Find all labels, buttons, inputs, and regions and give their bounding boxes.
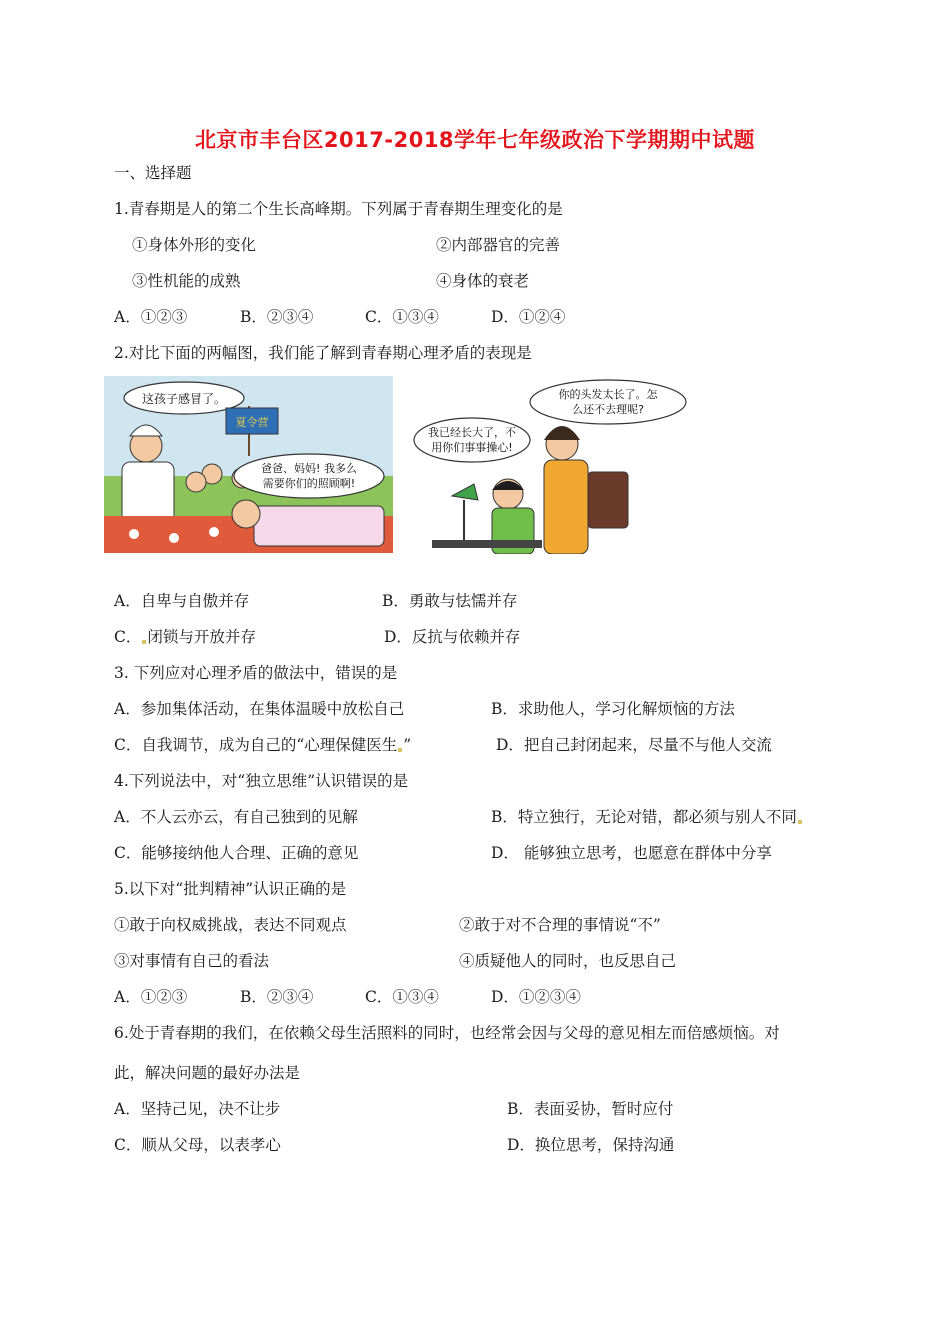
q2-option-c-prefix: C． (114, 628, 142, 646)
q5-statement-4: ④质疑他人的同时，也反思自己 (459, 952, 677, 970)
q2-option-a: A．自卑与自傲并存 (114, 592, 250, 610)
q1-option-b: B．②③④ (240, 308, 314, 326)
q3-option-b: B．求助他人，学习化解烦恼的方法 (491, 700, 735, 718)
q2-stem: 2.对比下面的两幅图，我们能了解到青春期心理矛盾的表现是 (114, 344, 532, 362)
q6-stem-line1: 6.处于青春期的我们，在依赖父母生活照料的同时，也经常会因与父母的意见相左而倍感烦恼。对 (114, 1024, 780, 1042)
q5-statement-2: ②敢于对不合理的事情说“不” (459, 916, 661, 934)
q5-option-c: C．①③④ (365, 988, 439, 1006)
q1-stem: 1.青春期是人的第二个生长高峰期。下列属于青春期生理变化的是 (114, 200, 563, 218)
q3-option-c (114, 735, 411, 755)
q1-statement-4: ④身体的衰老 (436, 272, 530, 290)
q5-statement-1: ①敢于向权威挑战，表达不同观点 (114, 916, 347, 934)
q5-statement-3: ③对事情有自己的看法 (114, 952, 270, 970)
q6-option-a: A．坚持己见，决不让步 (114, 1100, 281, 1118)
q6-option-d: D．换位思考，保持沟通 (507, 1136, 675, 1154)
cartoon1-bubble-2-line2: 需要你们的照顾啊! (262, 477, 356, 490)
q5-option-a: A．①②③ (114, 988, 188, 1006)
cartoon1-bubble-1: 这孩子感冒了。 (141, 392, 227, 406)
q3-option-d: D．把自己封闭起来，尽量不与他人交流 (496, 736, 772, 754)
cartoon1-sign: 夏令营 (235, 416, 269, 429)
q5-stem: 5.以下对“批判精神”认识正确的是 (114, 880, 347, 898)
q3-option-c-text: C．自我调节，成为自己的“心理保健医生 (114, 736, 398, 754)
q3-stem: 3. 下列应对心理矛盾的做法中，错误的是 (114, 664, 398, 682)
q1-option-d: D．①②④ (491, 308, 566, 326)
q1-statement-3: ③性机能的成熟 (132, 272, 241, 290)
q4-stem: 4.下列说法中，对“独立思维”认识错误的是 (114, 772, 409, 790)
cartoon2-bubble-2-line2: 用你们事事操心! (431, 441, 513, 454)
cartoon2-bubble-2-line1: 我已经长大了，不 (428, 426, 516, 439)
q3-option-c-end: ” (403, 736, 412, 754)
q5-option-b: B．②③④ (240, 988, 314, 1006)
q1-option-a: A．①②③ (114, 308, 188, 326)
q6-stem-line2: 此，解决问题的最好办法是 (114, 1064, 301, 1082)
q1-option-c: C．①③④ (365, 308, 439, 326)
q4-option-c: C．能够接纳他人合理、正确的意见 (114, 844, 359, 862)
q2-option-d: D．反抗与依赖并存 (384, 628, 521, 646)
q3-option-a: A．参加集体活动，在集体温暖中放松自己 (114, 700, 405, 718)
q6-option-b: B．表面妥协，暂时应付 (507, 1100, 674, 1118)
q2-option-c-text: 闭锁与开放并存 (147, 628, 256, 646)
q6-option-c: C．顺从父母，以表孝心 (114, 1136, 281, 1154)
scan-mark (142, 640, 146, 644)
q4-option-d: D． 能够独立思考，也愿意在群体中分享 (491, 844, 772, 862)
q2-option-c (114, 627, 256, 647)
page-title: 北京市丰台区2017-2018学年七年级政治下学期期中试题 (194, 128, 756, 152)
q5-option-d: D．①②③④ (491, 988, 581, 1006)
q4-option-b-text: B．特立独行，无论对错，都必须与别人不同 (491, 808, 797, 826)
q1-statement-1: ①身体外形的变化 (132, 236, 257, 254)
q4-option-a: A．不人云亦云，有自己独到的见解 (114, 808, 358, 826)
cartoon2-bubble-1-line1: 你的头发太长了。怎 (558, 388, 658, 401)
q1-statement-2: ②内部器官的完善 (436, 236, 561, 254)
cartoon-haircut-argument-image (412, 376, 693, 554)
q4-option-b (491, 807, 803, 827)
cartoon1-bubble-2-line1: 爸爸、妈妈! 我多么 (261, 462, 357, 475)
q2-option-b: B．勇敢与怯懦并存 (382, 592, 518, 610)
scan-mark (798, 820, 802, 824)
section-heading: 一、选择题 (114, 164, 192, 182)
cartoon2-bubble-1-line2: 么还不去理呢? (572, 403, 644, 416)
scan-mark (398, 748, 402, 752)
cartoon-sick-child-image (104, 376, 393, 553)
